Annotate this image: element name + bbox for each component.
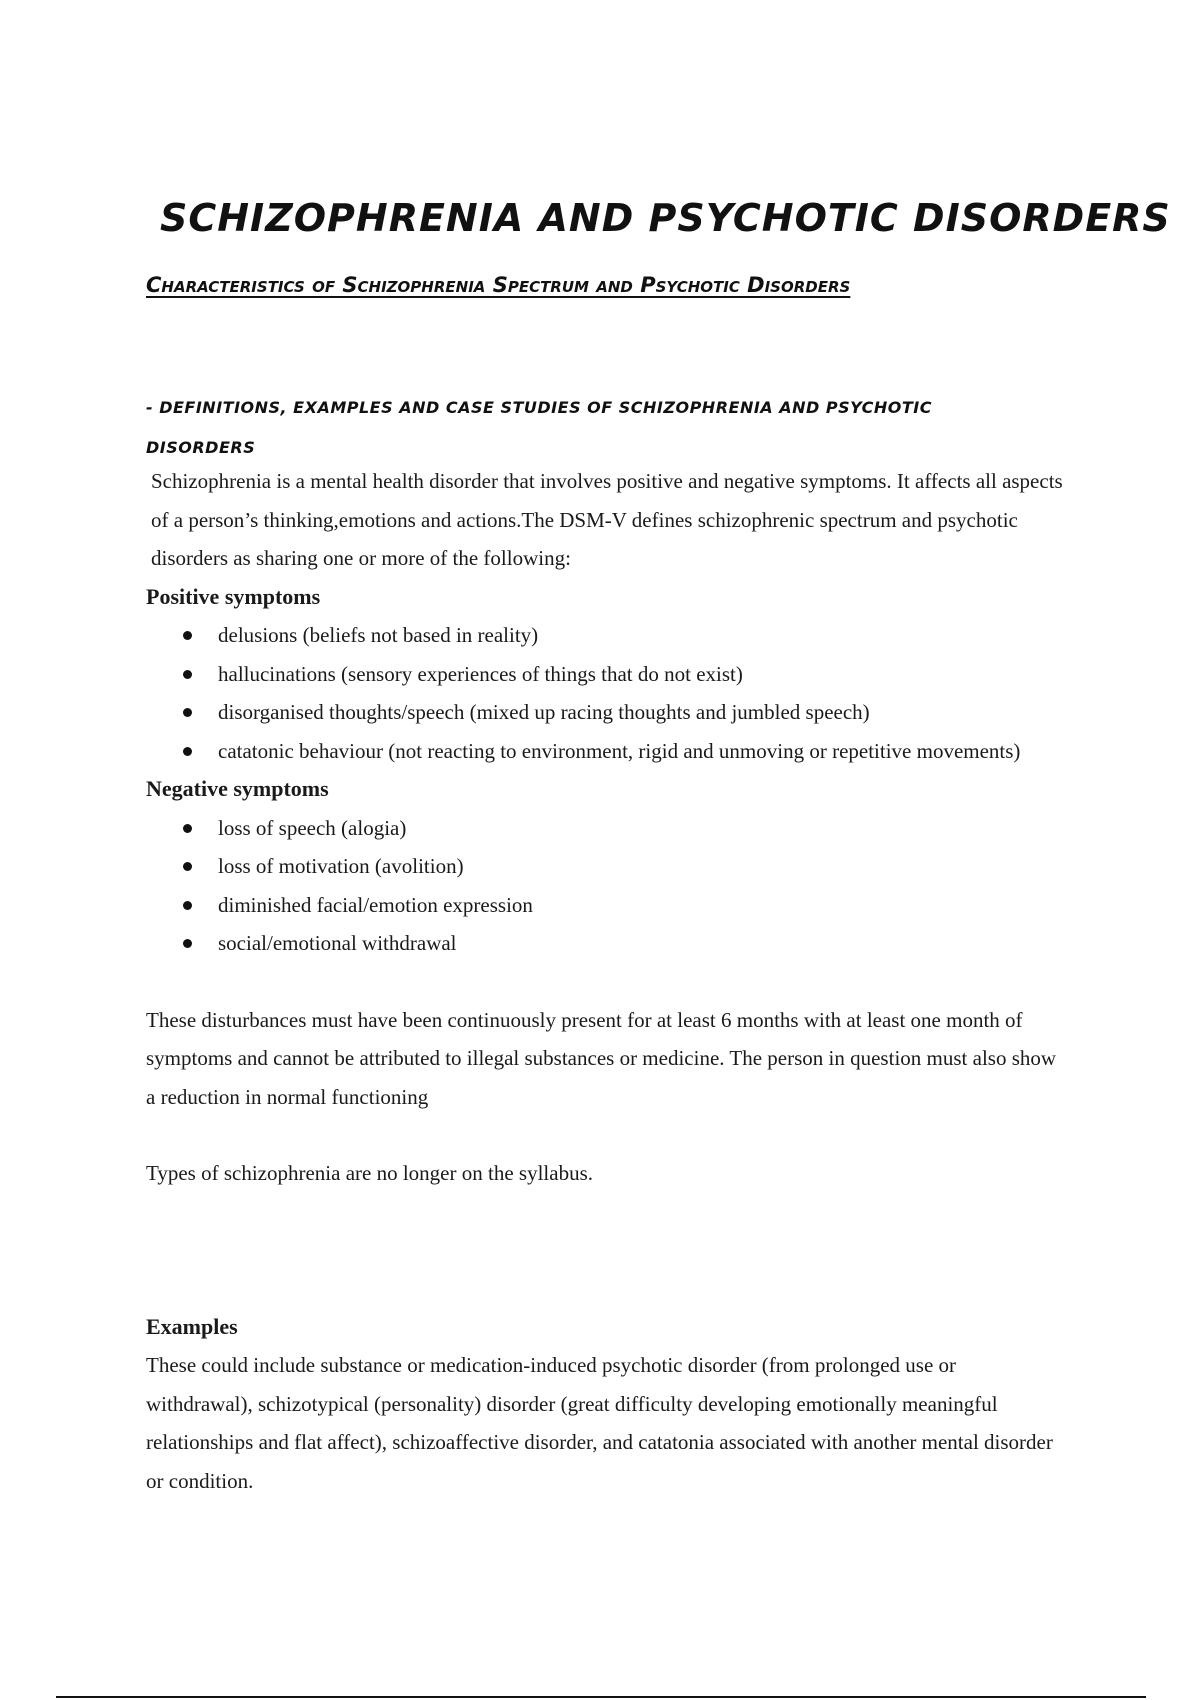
list-item [218,732,1066,771]
sub-heading: - DEFINITIONS, EXAMPLES AND CASE STUDIES OF SCHIZOPHRENIA AND PSYCHOTIC DISORDERS [146,398,932,457]
bullet-icon [183,939,192,948]
list-item-text: loss of motivation (avolition) [218,854,464,878]
document-title: SCHIZOPHRENIA AND PSYCHOTIC DISORDERS [160,196,1171,240]
syllabus-note: Types of schizophrenia are no longer on the syllabus. [146,1161,593,1185]
list-item [218,809,1066,848]
bullet-icon [183,747,192,756]
bullet-icon [183,824,192,833]
document-body [146,462,1066,1500]
negative-symptoms-label: Negative symptoms [146,776,329,801]
positive-symptoms-label: Positive symptoms [146,583,321,609]
list-item [218,616,1066,655]
list-item-text: diminished facial/emotion expression [218,892,533,917]
bullet-icon [183,670,192,679]
examples-label: Examples [146,1313,238,1339]
list-item [218,847,1066,886]
duration-paragraph: These disturbances must have been continuously present for at least 6 months with at least one month of symptoms and cannot be attributed to illegal substances or medicine. The person in question must also show a reduction in normal functioning [146,1007,1057,1109]
list-item [218,886,1066,925]
bullet-icon [183,901,192,910]
list-item-text: catatonic behaviour (not reacting to environment, rigid and unmoving or repetitive movements) [218,738,1021,763]
bullet-icon [183,631,192,640]
negative-symptoms-list [146,809,1066,963]
list-item [218,924,1066,963]
list-item-text: loss of speech (alogia) [218,815,407,840]
section-heading: Characteristics of Schizophrenia Spectrum and Psychotic Disorders [146,273,851,297]
intro-paragraph: Schizophrenia is a mental health disorder that involves positive and negative symptoms. It affects all aspects of a person’s thinking,emotions and actions.The DSM-V defines schizophrenic spectrum and psychotic disorders as sharing one or more of the following: [151,469,1063,570]
bullet-icon [183,708,192,717]
list-item-text: delusions (beliefs not based in reality) [218,623,539,647]
list-item [218,693,1066,732]
bullet-icon [183,862,192,871]
footer-divider [56,1696,1146,1698]
list-item-text: disorganised thoughts/speech (mixed up racing thoughts and jumbled speech) [218,700,870,724]
list-item-text: hallucinations (sensory experiences of things that do not exist) [218,661,743,686]
list-item [218,655,1066,694]
positive-symptoms-list [146,616,1066,770]
examples-paragraph: These could include substance or medication-induced psychotic disorder (from prolonged use or withdrawal), schizotypical (personality) disorder (great difficulty developing emotionally meaningful relationships and flat affect), schizoaffective disorder, and catatonia associated with another mental disorder or condition. [146,1353,1053,1493]
list-item-text: social/emotional withdrawal [218,931,457,955]
